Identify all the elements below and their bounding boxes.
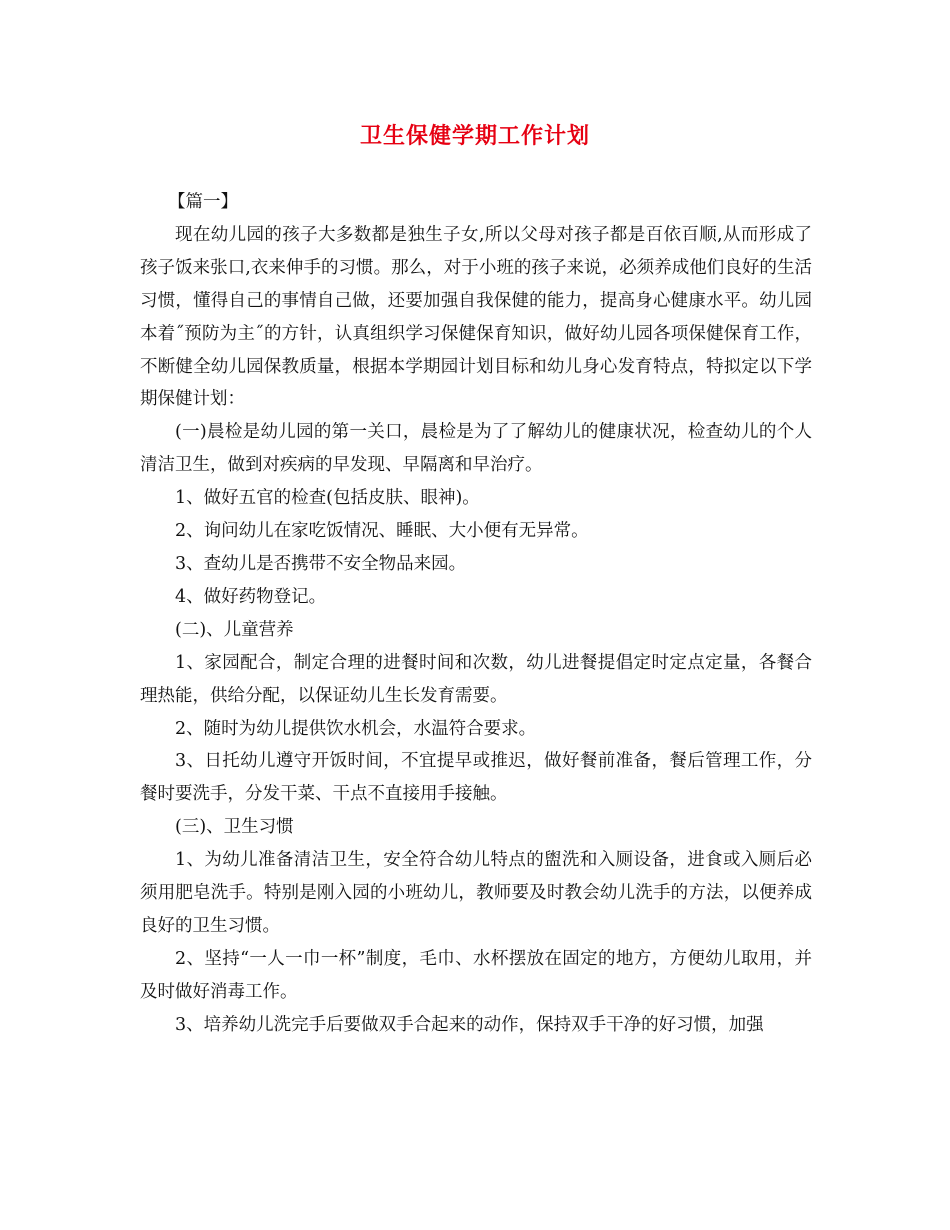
- list-item: 2、询问幼儿在家吃饭情况、睡眠、大小便有无异常。: [175, 521, 589, 542]
- section-heading-nutrition: (二)、儿童营养: [175, 619, 294, 640]
- list-item: 4、做好药物登记。: [175, 586, 327, 607]
- list-item: 2、随时为幼儿提供饮水机会，水温符合要求。: [175, 718, 537, 739]
- document-title: 卫生保健学期工作计划: [359, 123, 590, 149]
- list-item: 1、做好五官的检查(包括皮肤、眼神)。: [175, 488, 480, 509]
- section-tag-pian-yi: 【篇一】: [168, 192, 238, 212]
- list-item: 3、日托幼儿遵守开饭时间，不宜提早或推迟，做好餐前准备，餐后管理工作，分餐时要洗手，分发干菜、干点不直接用手接触。: [140, 751, 812, 805]
- list-item: 3、查幼儿是否携带不安全物品来园。: [175, 553, 467, 574]
- document-body: [140, 186, 812, 1042]
- list-item: 2、坚持“一人一巾一杯”制度，毛巾、水杯摆放在固定的地方，方便幼儿取用，并及时做好消毒工作。: [140, 948, 812, 1002]
- list-item: 1、为幼儿准备清洁卫生，安全符合幼儿特点的盥洗和入厕设备，进食或入厕后必须用肥皂洗手。特别是刚入园的小班幼儿，教师要及时教会幼儿洗手的方法，以便养成良好的卫生习惯。: [140, 850, 812, 936]
- section-heading-hygiene: (三)、卫生习惯: [175, 817, 294, 838]
- list-item: 3、培养幼儿洗完手后要做双手合起来的动作，保持双手干净的好习惯，加强: [175, 1014, 764, 1035]
- intro-paragraph: 现在幼儿园的孩子大多数都是独生子女,所以父母对孩子都是百依百顺,从而形成了孩子饭来张口,衣来伸手的习惯。那么，对于小班的孩子来说，必须养成他们良好的生活习惯，懂得自己的事情自己做，还要加强自我保健的能力，提高身心健康水平。幼儿园本着˝预防为主˝的方针，认真组织学习保健保育知识，做好幼儿园各项保健保育工作，不断健全幼儿园保教质量，根据本学期园计划目标和幼儿身心发育特点，特拟定以下学期保健计划：: [140, 224, 812, 410]
- list-item: 1、家园配合，制定合理的进餐时间和次数，幼儿进餐提倡定时定点定量，各餐合理热能，供给分配，以保证幼儿生长发育需要。: [140, 652, 812, 706]
- section-heading-morning-check: (一)晨检是幼儿园的第一关口，晨检是为了了解幼儿的健康状况，检查幼儿的个人清洁卫生，做到对疾病的早发现、早隔离和早治疗。: [140, 422, 812, 476]
